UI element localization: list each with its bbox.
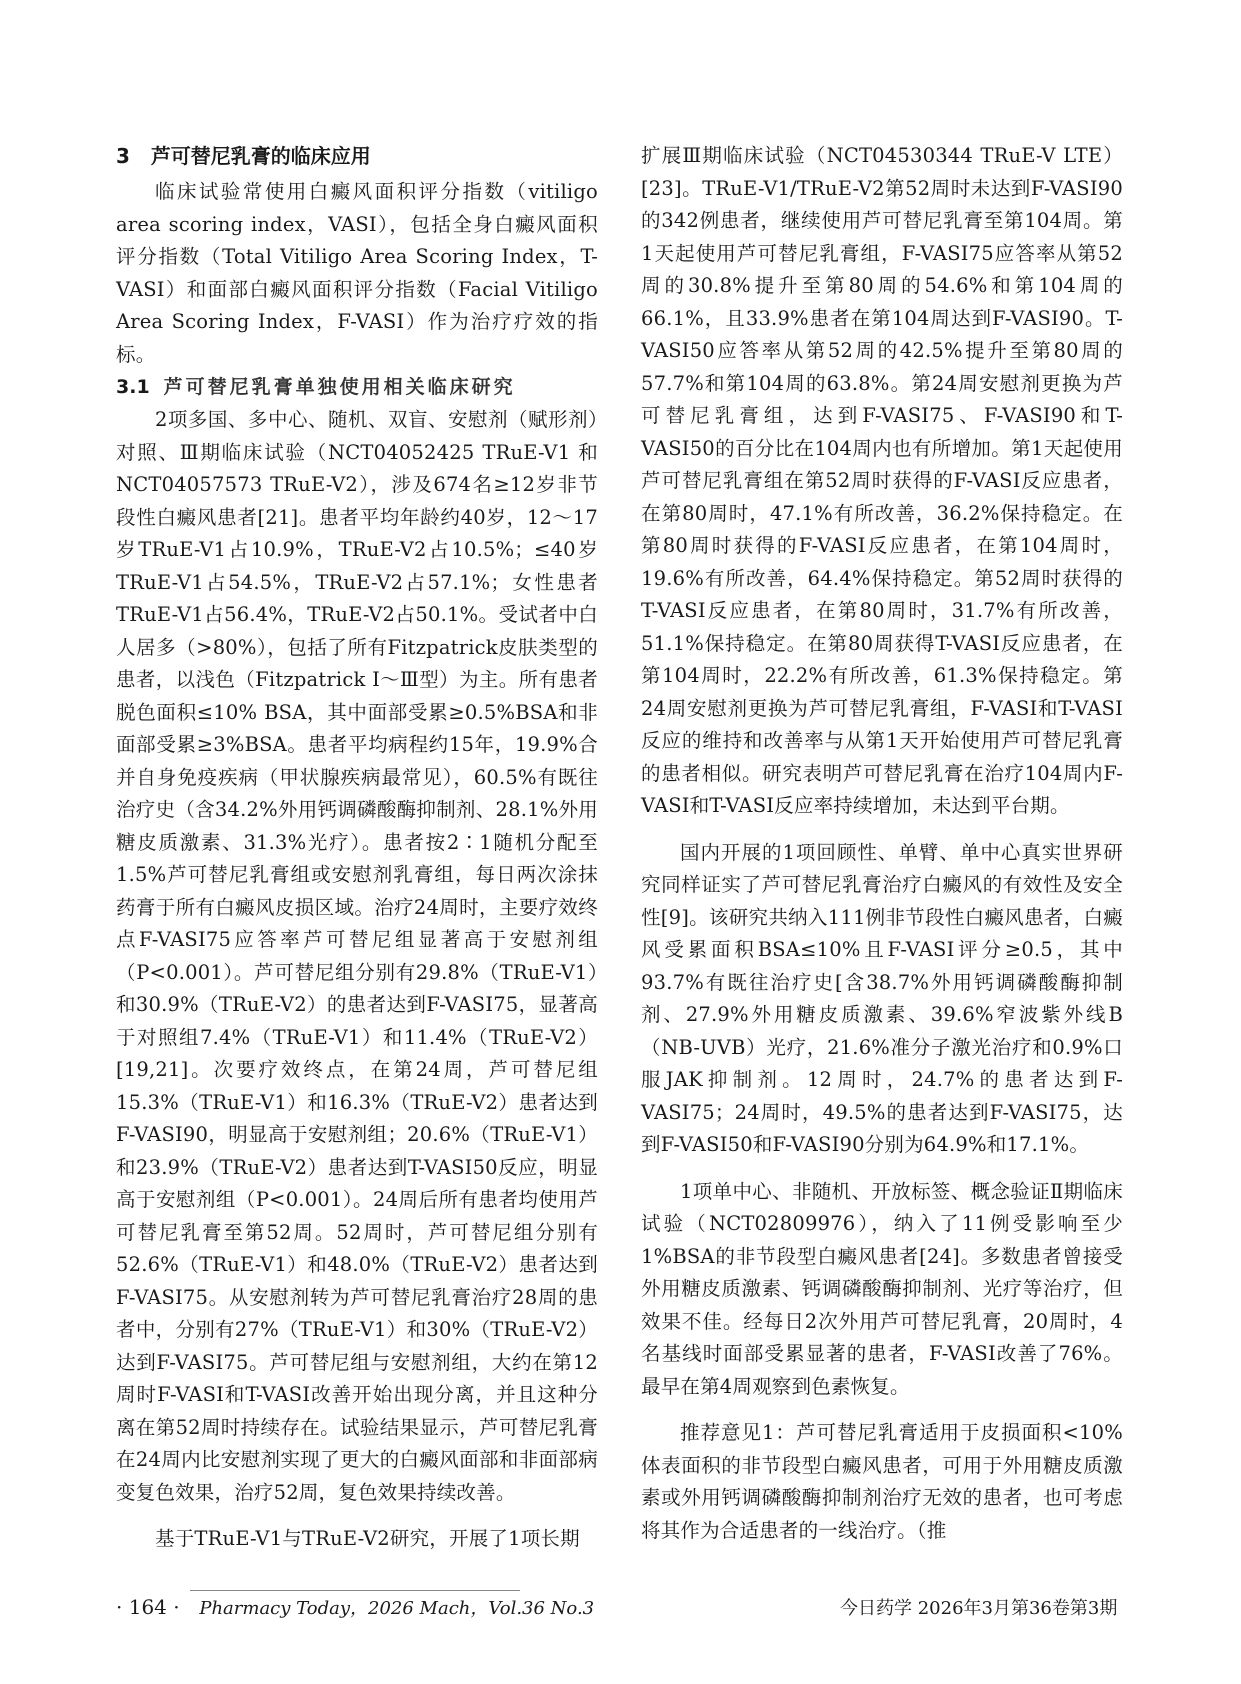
section-number: 3: [116, 144, 130, 168]
paragraph: 扩展Ⅲ期临床试验（NCT04530344 TRuE-V LTE）[23]。TRuE-V1/TRuE-V2第52周时未达到F-VASI90的342例患者，继续使用芦可替尼乳膏至第104周。第1天起使用芦可替尼乳膏组，F-VASI75应答率从第52周的30.8%提升至第80周的54.6%和第104周的66.1%，且33.9%患者在第104周达到F-VASI90。T-VASI50应答率从第52周的42.5%提升至第80周的57.7%和第104周的63.8%。第24周安慰剂更换为芦可替尼乳膏组，达到F-VASI75、F-VASI90和T-VASI50的百分比在104周内也有所增加。第1天起使用芦可替尼乳膏组在第52周时获得的F-VASI反应患者，在第80周时，47.1%有所改善，36.2%保持稳定。在第80周时获得的F-VASI反应患者，在第104周时，19.6%有所改善，64.4%保持稳定。第52周时获得的T-VASI反应患者，在第80周时，31.7%有所改善，51.1%保持稳定。在第80周获得T-VASI反应患者，在第104周时，22.2%有所改善，61.3%保持稳定。第24周安慰剂更换为芦可替尼乳膏组，F-VASI和T-VASI反应的维持和改善率与从第1天开始使用芦可替尼乳膏的患者相似。研究表明芦可替尼乳膏在治疗104周内F-VASI和T-VASI反应率持续增加，未达到平台期。: [641, 144, 1123, 817]
paragraph: 1项单中心、非随机、开放标签、概念验证Ⅱ期临床试验（NCT02809976），纳入了11例受影响至少1%BSA的非节段型白癜风患者[24]。多数患者曾接受外用糖皮质激素、钙调磷酸酶抑制剂、光疗等治疗，但效果不佳。经每日2次外用芦可替尼乳膏，20周时，4名基线时面部受累显著的患者，F-VASI改善了76%。最早在第4周观察到色素恢复。: [641, 1179, 1123, 1398]
footer-rule: [190, 1590, 520, 1591]
section-heading: [116, 140, 598, 172]
right-column: [641, 140, 1123, 1547]
subsection-title: 芦可替尼乳膏单独使用相关临床研究: [163, 376, 516, 398]
paragraph: 临床试验常使用白癜风面积评分指数（vitiligo area scoring index，VASI），包括全身白癜风面积评分指数（Total Vitiligo Area Scoring Index，T-VASI）和面部白癜风面积评分指数（Facial Vitiligo Area Scoring Index，F-VASI）作为治疗疗效的指标。: [116, 180, 598, 366]
page-number: · 164 ·: [116, 1595, 180, 1619]
subsection-heading: [116, 371, 598, 404]
paragraph: 推荐意见1：芦可替尼乳膏适用于皮损面积<10%体表面积的非节段型白癜风患者，可用于外用糖皮质激素或外用钙调磷酸酶抑制剂治疗无效的患者，也可考虑将其作为合适患者的一线治疗。（推: [641, 1421, 1123, 1542]
left-column: [116, 140, 598, 1556]
paragraph: 国内开展的1项回顾性、单臂、单中心真实世界研究同样证实了芦可替尼乳膏治疗白癜风的有效性及安全性[9]。该研究共纳入111例非节段性白癜风患者，白癜风受累面积BSA≤10%且F-VASI评分≥0.5，其中93.7%有既往治疗史[含38.7%外用钙调磷酸酶抑制剂、27.9%外用糖皮质激素、39.6%窄波紫外线B（NB-UVB）光疗，21.6%准分子激光治疗和0.9%口服JAK抑制剂。12周时，24.7%的患者达到F-VASI75；24周时，49.5%的患者达到F-VASI75，达到F-VASI50和F-VASI90分别为64.9%和17.1%。: [641, 840, 1123, 1156]
footer-left: [116, 1594, 594, 1620]
paragraph: 基于TRuE-V1与TRuE-V2研究，开展了1项长期: [155, 1527, 580, 1550]
journal-name-cn: 今日药学 2026年3月第36卷第3期: [840, 1598, 1118, 1619]
paragraph: 2项多国、多中心、随机、双盲、安慰剂（赋形剂）对照、Ⅲ期临床试验（NCT04052425 TRuE-V1 和 NCT04057573 TRuE-V2），涉及674名≥12岁非节段性白癜风患者[21]。患者平均年龄约40岁，12～17岁TRuE-V1占10.9%，TRuE-V2占10.5%；≤40岁TRuE-V1占54.5%，TRuE-V2占57.1%；女性患者TRuE-V1占56.4%，TRuE-V2占50.1%。受试者中白人居多（>80%），包括了所有Fitzpatrick皮肤类型的患者，以浅色（Fitzpatrick Ⅰ～Ⅲ型）为主。所有患者脱色面积≤10% BSA，其中面部受累≥0.5%BSA和非面部受累≥3%BSA。患者平均病程约15年，19.9%合并自身免疫疾病（甲状腺疾病最常见），60.5%有既往治疗史（含34.2%外用钙调磷酸酶抑制剂、28.1%外用糖皮质激素、31.3%光疗）。患者按2∶1随机分配至1.5%芦可替尼乳膏组或安慰剂乳膏组，每日两次涂抹药膏于所有白癜风皮损区域。治疗24周时，主要疗效终点F-VASI75应答率芦可替尼组显著高于安慰剂组（P<0.001）。芦可替尼组分别有29.8%（TRuE-V1）和30.9%（TRuE-V2）的患者达到F-VASI75，显著高于对照组7.4%（TRuE-V1）和11.4%（TRuE-V2）[19,21]。次要疗效终点，在第24周，芦可替尼组15.3%（TRuE-V1）和16.3%（TRuE-V2）患者达到F-VASI90，明显高于安慰剂组；20.6%（TRuE-V1）和23.9%（TRuE-V2）患者达到T-VASI50反应，明显高于安慰剂组（P<0.001）。24周后所有患者均使用芦可替尼乳膏至第52周。52周时，芦可替尼组分别有52.6%（TRuE-V1）和48.0%（TRuE-V2）患者达到F-VASI75。从安慰剂转为芦可替尼乳膏治疗28周的患者中，分别有27%（TRuE-V1）和30%（TRuE-V2）达到F-VASI75。芦可替尼组与安慰剂组，大约在第12周时F-VASI和T-VASI改善开始出现分离，并且这种分离在第52周时持续存在。试验结果显示，芦可替尼乳膏在24周内比安慰剂实现了更大的白癜风面部和非面部病变复色效果，治疗52周，复色效果持续改善。: [116, 408, 598, 1504]
section-title: 芦可替尼乳膏的临床应用: [150, 144, 371, 168]
subsection-number: 3.1: [116, 376, 150, 398]
journal-name-en: Pharmacy Today，2026 Mach，Vol.36 No.3: [199, 1598, 595, 1619]
